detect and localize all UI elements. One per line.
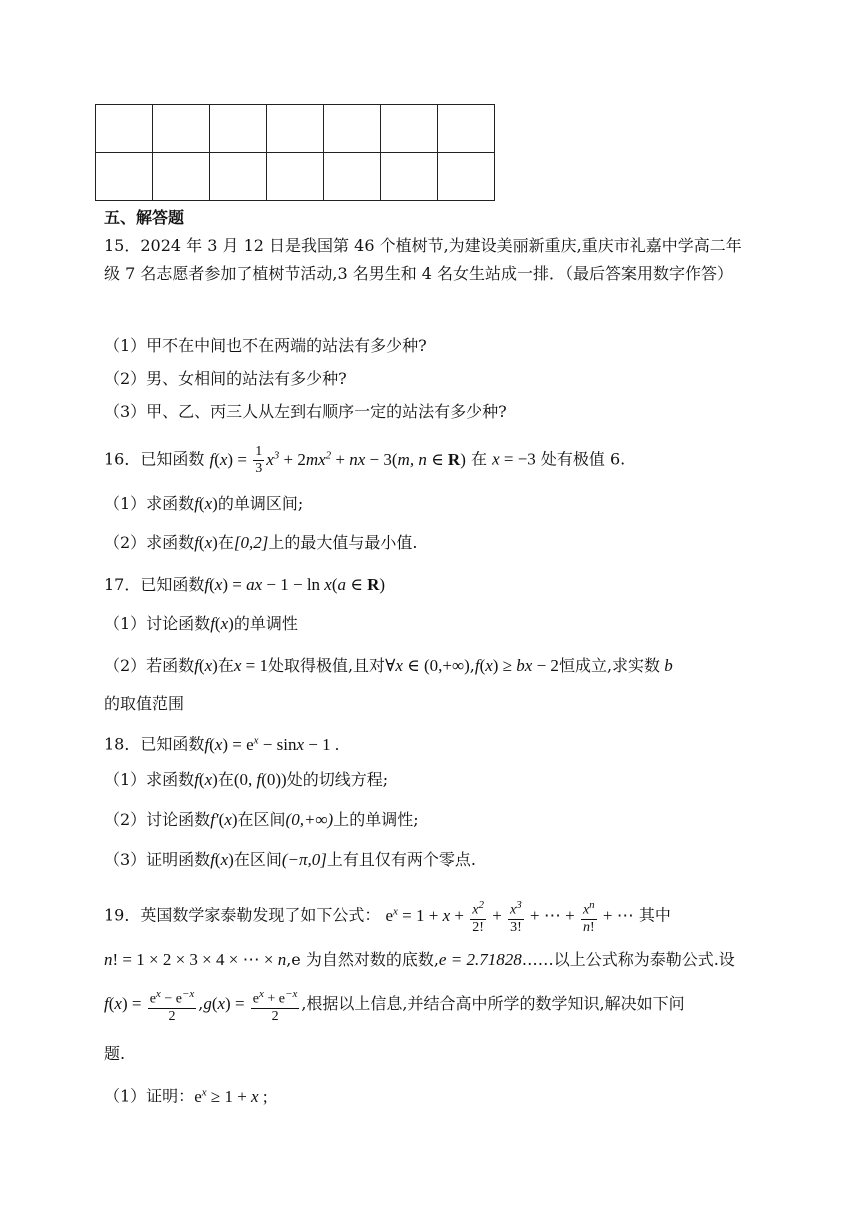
q17-part1-tail: 的单调性: [233, 614, 298, 633]
q18-part2-text: （2）讨论函数: [104, 810, 211, 829]
q17-function-formula: f(x) = ax − 1 − ln x(a ∈ R): [204, 575, 386, 594]
q16-part2-text: （2）求函数: [104, 533, 195, 552]
q18-part1-text: （1）求函数: [104, 770, 195, 789]
q18-part3-c: 上有且仅有两个零点.: [326, 850, 476, 869]
table-cell: [381, 105, 438, 153]
q17-x1: x = 1: [233, 656, 268, 675]
table-cell: [267, 153, 324, 201]
q18-part2-b: 在区间: [237, 810, 286, 829]
answer-grid-table: [95, 104, 495, 201]
q16-part1-tail: 的单调区间;: [217, 494, 304, 513]
q18-part1: [104, 770, 388, 790]
q16-function-formula: f(x) = $\frac{1}{3}$ $x^3 + 2mx^2$ + nx − 3(m, n ∈ R): [209, 444, 466, 477]
q19-taylor-formula: $e^x = 1 + x$ + $\frac{x^2}{2!}$ + $\frac{x^3}{3!}$ + ⋯ + $\frac{x^n}{n!}$ + ⋯: [385, 899, 634, 936]
q18-interval: (0,+∞): [285, 810, 334, 829]
table-cell: [153, 105, 210, 153]
q17-b: b: [660, 656, 673, 675]
table-cell: [210, 153, 267, 201]
q19-prefix: 19．英国数学家泰勒发现了如下公式：: [104, 905, 381, 925]
q18-function-formula: $f(x) = e^x - \sin x - 1$ .: [204, 734, 340, 754]
q18-interval-2: (−π,0]: [281, 850, 327, 869]
q18-part1-b: 在: [217, 770, 234, 789]
table-row: [96, 153, 495, 201]
q16-part2-mid: 在: [217, 533, 234, 552]
q18-fprime: f′(x): [210, 810, 238, 829]
table-cell: [210, 105, 267, 153]
q19-line2: [104, 950, 735, 970]
q17-part2-d: 恒成立,求实数: [558, 656, 661, 675]
table-cell: [96, 105, 153, 153]
q17-part2-cont: 的取值范围: [104, 694, 185, 713]
table-cell: [381, 153, 438, 201]
q18-part2-c: 上的单调性;: [333, 810, 419, 829]
table-cell: [324, 105, 381, 153]
q15-stem: 15．2024 年 3 月 12 日是我国第 46 个植树节,为建设美丽新重庆,重庆市礼嘉中学高二年级 7 名志愿者参加了植树节活动,3 名男生和 4 名女生站成一排．（最后答案用数字作答）: [104, 236, 742, 283]
q17-forall: ∀x ∈ (0,+∞): [385, 656, 470, 675]
q17-part2-text: （2）若函数: [104, 656, 195, 675]
q18-point: (0, f(0)): [233, 770, 287, 789]
q17-prefix: 17．已知函数: [104, 575, 205, 594]
q19-line3: f(x) = $\frac{e^x - e^{-x}}{2}$ ,g(x) = $\frac{e^x + e^{-x}}{2}$ ,根据以上信息,并结合高中所学的数学知识,解决如下问: [104, 988, 685, 1024]
table-cell: [324, 153, 381, 201]
q18-part2: [104, 810, 419, 830]
q16-point: x = −3: [492, 449, 536, 469]
q15-part3: （3）甲、乙、丙三人从左到右顺序一定的站法有多少种?: [104, 402, 507, 421]
q16-suffix: 处有极值 6.: [540, 449, 626, 469]
q17-part2-b: 在: [217, 656, 234, 675]
q16-part1: [104, 494, 303, 514]
q18-fx-3: f(x): [210, 850, 234, 869]
q19-part1: [104, 1082, 268, 1107]
q17-part2: （2）若函数f(x)在x = 1处取得极值,且对∀x ∈ (0,+∞),f(x) ≥ bx − 2恒成立,求实数 b: [104, 656, 673, 675]
q19-part1-text: （1）证明：: [104, 1086, 195, 1106]
q16-part2-tail: 上的最大值与最小值.: [268, 533, 418, 552]
q18-part3: [104, 850, 476, 870]
q17-part1-text: （1）讨论函数: [104, 614, 211, 633]
section-title: 五、解答题: [104, 208, 185, 227]
q18-fx: f(x): [194, 770, 218, 789]
q15-part1: （1）甲不在中间也不在两端的站法有多少种?: [104, 336, 427, 355]
q16-prefix: 16．已知函数: [104, 449, 205, 469]
q16-mid: 在: [470, 449, 487, 469]
table-cell: [153, 153, 210, 201]
q16-part1-text: （1）求函数: [104, 494, 195, 513]
q16-interval: [0,2]: [233, 533, 269, 552]
q19-part1-inequality: $e^x \ge 1 + x$ ;: [194, 1086, 268, 1106]
q19-after-formula: 其中: [638, 905, 671, 925]
q16-stem: [104, 440, 625, 477]
table-row: [96, 105, 495, 153]
q19-g-def: g(x) = $\frac{e^x + e^{-x}}{2}$: [203, 988, 298, 1024]
q19-factorial-def: n! = 1 × 2 × 3 × 4 × ⋯ × n: [104, 950, 287, 969]
q17-inequality: f(x) ≥ bx − 2: [474, 656, 559, 675]
q19-e-value: e = 2.71828: [438, 950, 522, 969]
table-cell: [438, 153, 495, 201]
q19-line4: 题.: [104, 1044, 126, 1063]
q18-part3-b: 在区间: [233, 850, 282, 869]
q17-part1: [104, 614, 298, 634]
q16-part2: [104, 533, 417, 553]
q17-part2-c: 处取得极值,且对: [267, 656, 386, 675]
table-cell: [96, 153, 153, 201]
q16-fx-2: f(x): [194, 533, 218, 552]
q18-part1-c: 处的切线方程;: [286, 770, 389, 789]
q19-line2-b: ,e 为自然对数的底数,: [286, 950, 439, 969]
q18-prefix: 18．已知函数: [104, 734, 205, 754]
table-cell: [438, 105, 495, 153]
q18-stem: [104, 730, 339, 755]
q19-line3-b: ,根据以上信息,并结合高中所学的数学知识,解决如下问: [301, 994, 685, 1014]
q17-stem: [104, 575, 385, 595]
q19-f-def: f(x) = $\frac{e^x - e^{-x}}{2}$: [104, 988, 195, 1024]
q19-stem: [104, 895, 671, 936]
q16-fx: f(x): [194, 494, 218, 513]
q15-part2: （2）男、女相间的站法有多少种?: [104, 369, 347, 388]
q19-line2-c: ……以上公式称为泰勒公式.设: [521, 950, 735, 969]
table-cell: [267, 105, 324, 153]
q17-fx: f(x): [210, 614, 234, 633]
q17-fx-2: f(x): [194, 656, 218, 675]
q18-part3-text: （3）证明函数: [104, 850, 211, 869]
